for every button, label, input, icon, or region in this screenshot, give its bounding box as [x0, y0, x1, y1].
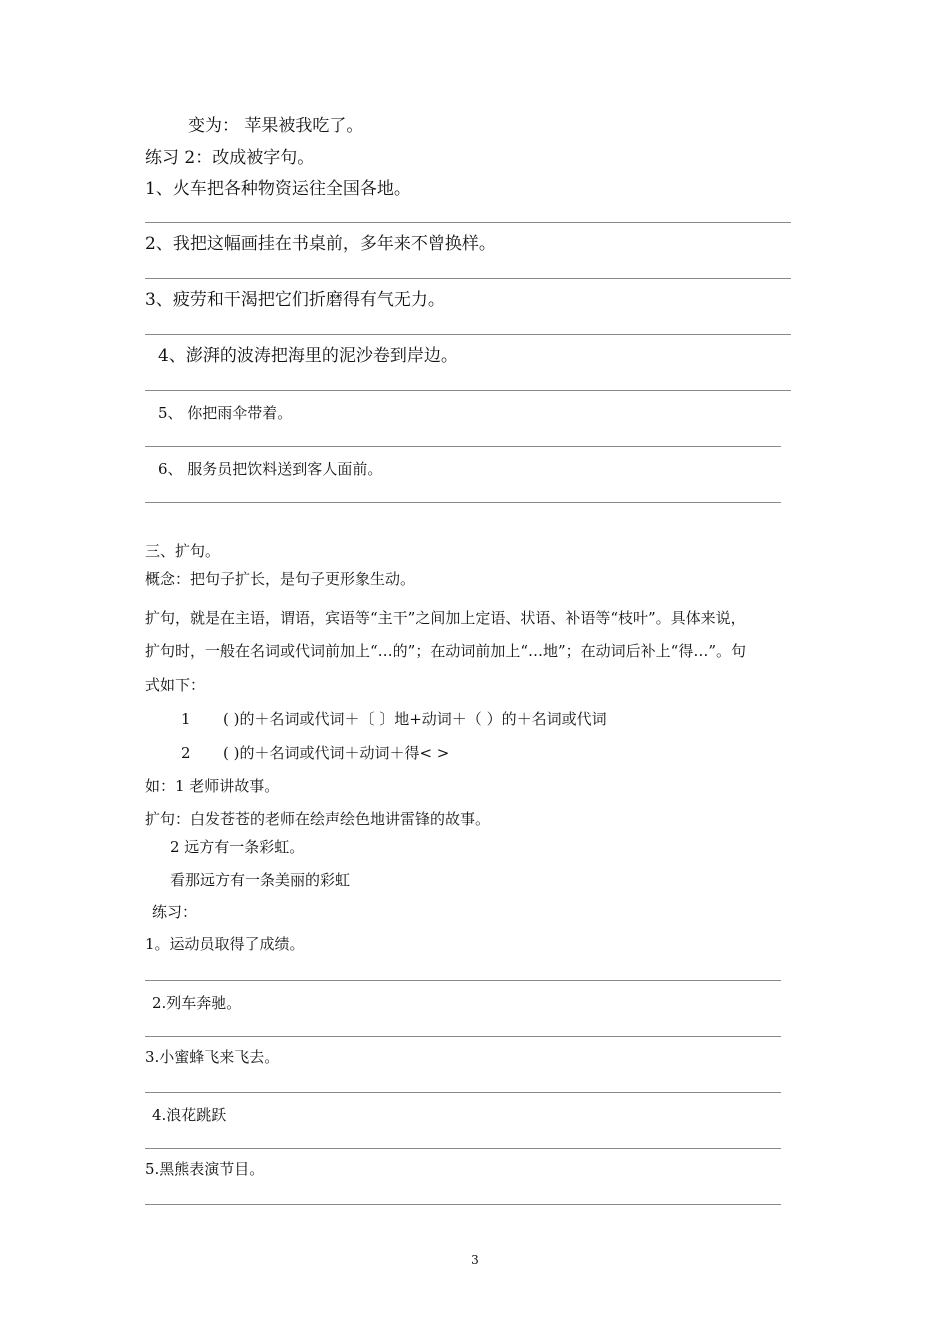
formula-1: ( )的＋名词或代词＋〔 〕地+动词＋（ ）的＋名词或代词 [223, 710, 607, 728]
exercise2-title: 练习 2：改成被字句。 [145, 148, 315, 168]
answer-line-6 [145, 502, 781, 503]
section3-heading: 三、扩句。 [145, 542, 221, 560]
practice-answer-line-5 [145, 1204, 781, 1205]
practice-label: 练习： [152, 903, 198, 921]
practice-answer-line-1 [145, 980, 781, 981]
example-2-expanded: 看那远方有一条美丽的彩虹 [170, 871, 351, 889]
example-1: 如：1 老师讲故事。 [145, 777, 280, 795]
conversion-example: 变为： 苹果被我吃了。 [188, 116, 364, 136]
page-number: 3 [471, 1253, 479, 1267]
answer-line-5 [145, 446, 781, 447]
exercise2-item-5: 5、 你把雨伞带着。 [158, 404, 293, 422]
section3-paragraph-line-3: 式如下： [145, 676, 206, 694]
answer-line-3 [145, 334, 791, 335]
formula-1-number: 1 [181, 710, 191, 728]
exercise2-item-1: 1、火车把各种物资运往全国各地。 [145, 179, 411, 199]
example-2: 2 远方有一条彩虹。 [170, 838, 305, 856]
practice-item-1: 1。运动员取得了成绩。 [145, 935, 305, 953]
exercise2-item-6: 6、 服务员把饮料送到客人面前。 [158, 460, 383, 478]
formula-2-number: 2 [181, 744, 191, 762]
example-1-expanded: 扩句：白发苍苍的老师在绘声绘色地讲雷锋的故事。 [145, 810, 491, 828]
practice-answer-line-4 [145, 1148, 781, 1149]
exercise2-item-3: 3、疲劳和干渴把它们折磨得有气无力。 [145, 290, 445, 310]
section3-paragraph-line-1: 扩句，就是在主语，谓语，宾语等“主干”之间加上定语、状语、补语等“枝叶”。具体来说， [145, 609, 746, 627]
section3-concept: 概念：把句子扩长，是句子更形象生动。 [145, 570, 416, 588]
practice-answer-line-2 [145, 1036, 781, 1037]
section3-paragraph-line-2: 扩句时，一般在名词或代词前加上“…的”；在动词前加上“…地”；在动词后补上“得…”。句 [145, 642, 747, 660]
answer-line-1 [145, 222, 791, 223]
exercise2-item-2: 2、我把这幅画挂在书桌前，多年来不曾换样。 [145, 234, 496, 254]
practice-item-4: 4.浪花跳跃 [152, 1106, 227, 1124]
practice-item-5: 5.黑熊表演节目。 [145, 1160, 265, 1178]
practice-answer-line-3 [145, 1092, 781, 1093]
practice-item-3: 3.小蜜蜂飞来飞去。 [145, 1048, 280, 1066]
answer-line-4 [145, 390, 791, 391]
formula-2: ( )的＋名词或代词＋动词＋得< > [223, 744, 450, 762]
practice-item-2: 2.列车奔驰。 [152, 994, 242, 1012]
answer-line-2 [145, 278, 791, 279]
exercise2-item-4: 4、澎湃的波涛把海里的泥沙卷到岸边。 [158, 346, 458, 366]
